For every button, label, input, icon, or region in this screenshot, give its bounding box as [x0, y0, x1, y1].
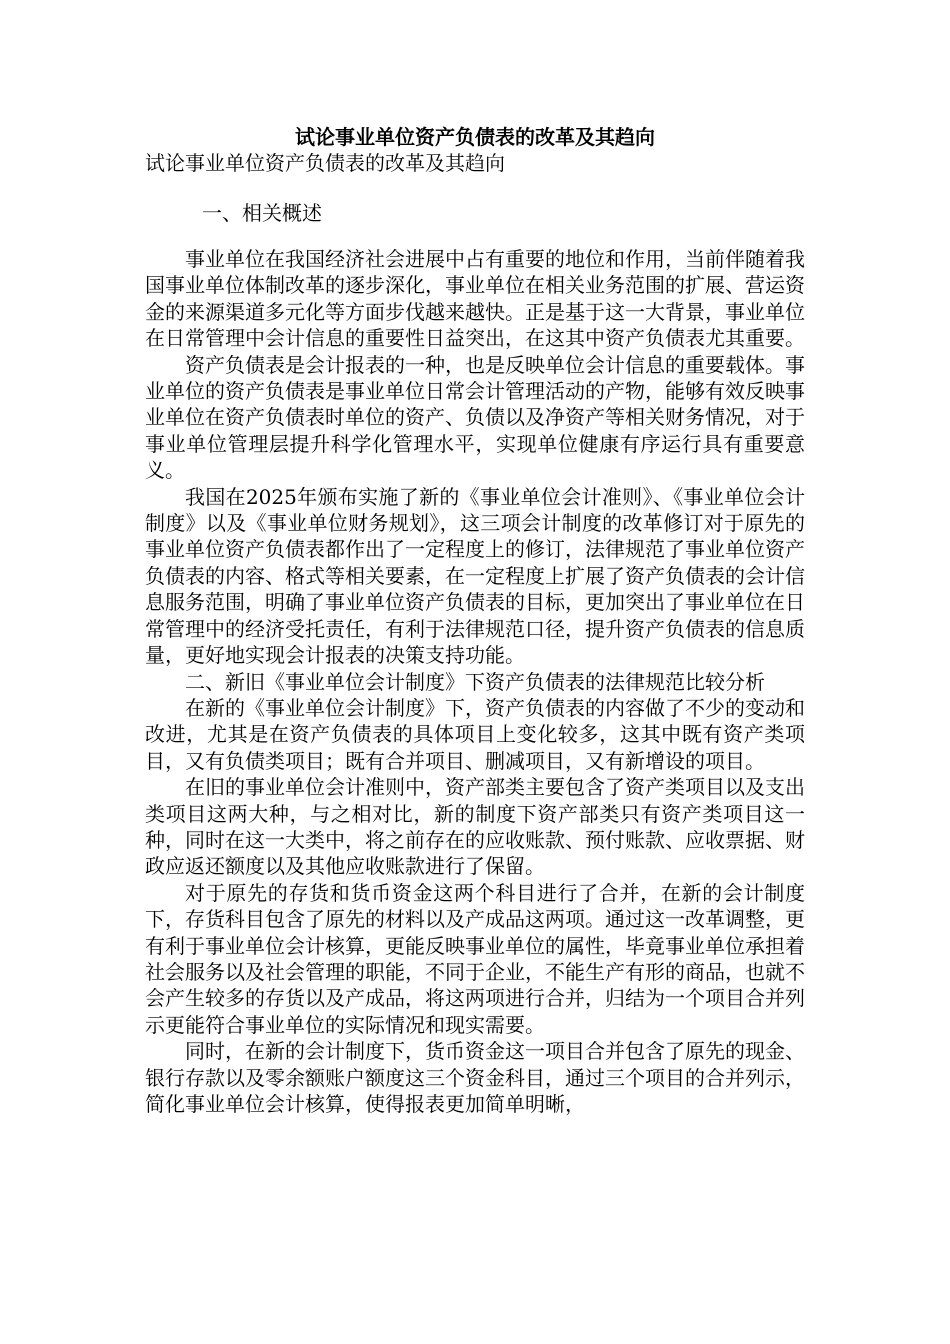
document-subtitle: 试论事业单位资产负债表的改革及其趋向: [145, 151, 505, 175]
document-title: 试论事业单位资产负债表的改革及其趋向: [295, 125, 655, 149]
section-heading-comparison: 二、新旧《事业单位会计制度》下资产负债表的法律规范比较分析: [185, 669, 765, 694]
paragraph: 对于原先的存货和货币资金这两个科目进行了合并，在新的会计制度下，存货科目包含了原先的材料以及产成品这两项。通过这一改革调整，更有利于事业单位会计核算，更能反映事业单位的属性，毕竟事业单位承担着社会服务以及社会管理的职能，不同于企业，不能生产有形的商品，也就不会产生较多的存货以及产成品，将这两项进行合并，归结为一个项目合并列示更能符合事业单位的实际情况和现实需要。: [145, 880, 805, 1037]
paragraph: 资产负债表是会计报表的一种，也是反映单位会计信息的重要载体。事业单位的资产负债表是事业单位日常会计管理活动的产物，能够有效反映事业单位在资产负债表时单位的资产、负债以及净资产等相关财务情况，对于事业单位管理层提升科学化管理水平，实现单位健康有序运行具有重要意义。: [145, 352, 805, 483]
paragraph: 同时，在新的会计制度下，货币资金这一项目合并包含了原先的现金、银行存款以及零余额账户额度这三个资金科目，通过三个项目的合并列示，简化事业单位会计核算，使得报表更加简单明晰，: [145, 1039, 805, 1116]
paragraph: 我国在2025年颁布实施了新的《事业单位会计准则》、《事业单位会计制度》以及《事业单位财务规划》，这三项会计制度的改革修订对于原先的事业单位资产负债表都作出了一定程度上的修订，法律规范了事业单位资产负债表的内容、格式等相关要素，在一定程度上扩展了资产负债表的会计信息服务范围，明确了事业单位资产负债表的目标，更加突出了事业单位在日常管理中的经济受托责任，有利于法律规范口径，提升资产负债表的信息质量，更好地实现会计报表的决策支持功能。: [145, 484, 805, 668]
document-body: [145, 246, 805, 1117]
paragraph: 事业单位在我国经济社会进展中占有重要的地位和作用，当前伴随着我国事业单位体制改革的逐步深化，事业单位在相关业务范围的扩展、营运资金的来源渠道多元化等方面步伐越来越快。正是基于这一大背景，事业单位在日常管理中会计信息的重要性日益突出，在这其中资产负债表尤其重要。: [145, 247, 805, 351]
paragraph: 在旧的事业单位会计准则中，资产部类主要包含了资产类项目以及支出类项目这两大种，与之相对比，新的制度下资产部类只有资产类项目这一种，同时在这一大类中，将之前存在的应收账款、预付账款、应收票据、财政应返还额度以及其他应收账款进行了保留。: [145, 775, 805, 879]
paragraph: 在新的《事业单位会计制度》下，资产负债表的内容做了不少的变动和改进，尤其是在资产负债表的具体项目上变化较多，这其中既有资产类项目，又有负债类项目；既有合并项目、删减项目，又有新增设的项目。: [145, 695, 805, 773]
section-heading-overview: 一、相关概述: [202, 201, 322, 225]
